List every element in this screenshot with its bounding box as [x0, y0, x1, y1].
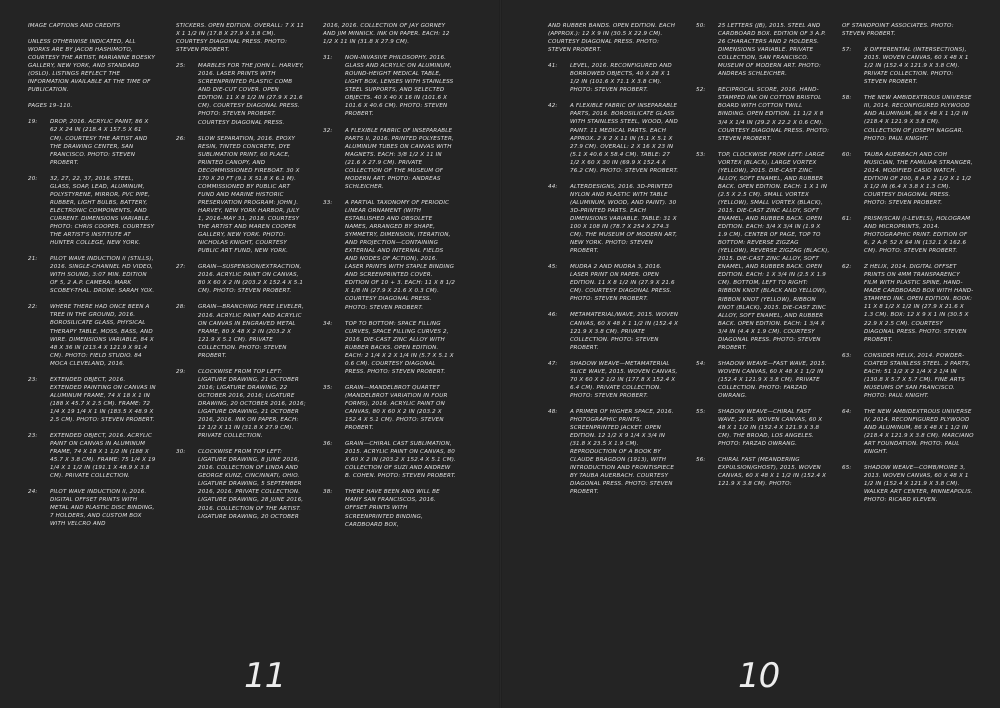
caption-text: PILOT WAVE INDUCTION II, 2016. DIGITAL OFFSET PRINTS WITH METAL AND PLASTIC DISC BINDING, 7 HOLDERS, AND CUSTOM BOX WITH VELCRO AND	[50, 489, 155, 528]
caption-column-3	[323, 22, 456, 537]
left-page-number: 11	[244, 656, 286, 696]
caption-page-ref: 46:	[548, 312, 558, 319]
caption-entry	[323, 384, 456, 432]
caption-text: SHADOW WEAVE—FAST WAVE, 2015. WOVEN CANVAS, 60 X 48 X 1 1/2 IN (152.4 X 121.9 X 3.8 CM). PRIVATE COLLECTION. PHOTO: FARZAD OWRANG.	[718, 360, 827, 400]
caption-text: 32, 27, 22, 37, 2016. STEEL, GLASS, SOAP, LEAD, ALUMINUM, POLYSTYRENE, MIRROR, PVC PIPE, RUBBER, LIGHT BULBS, BATTERY, ELECTRONIC COMPONENTS, AND CURRENT. DIMENSIONS VARIABLE. PHOTO: CHRIS COOPER. COURTESY THE ARTIST'S INSTITUTE AT HUNTER COLLEGE, NEW YORK.	[50, 175, 155, 247]
caption-entry	[696, 86, 830, 142]
caption-page-ref: 64:	[842, 408, 852, 415]
caption-text: CHIRAL FAST (MEANDERING EXPULSION/GHOST), 2015. WOVEN CANVAS, 60 X 48 X 1 1/2 IN (152.4 X 121.9 X 3.8 CM). PHOTO:	[718, 457, 827, 488]
caption-entry	[842, 408, 974, 456]
caption-page-ref: 58:	[842, 95, 852, 102]
caption-text: SLOW SEPARATION, 2016. EPOXY RESIN, TINTED CONCRETE, DYE SUBLIMATION PRINT, 60 PLACE, PRINTED CANOPY, AND DECOMMISSIONED FIREBOAT. 30 X 170 X 20 FT (9.1 X 51.8 X 6.1 M). COMMISSIONED BY PUBLIC ART FUND AND MARINE HISTORIC PRESERVATION PROGRAM: JOHN J. HARVEY, NEW YORK HARBOR, JULY 1, 2016–MAY 31, 2018. COURTESY THE ARTIST AND MAREN COOPER GALLERY, NEW YORK. PHOTO: NICHOLAS KNIGHT, COURTESY PUBLIC ART FUND, NEW YORK.	[198, 135, 300, 255]
caption-text: SHADOW WEAVE—METAMATERIAL SLICE WAVE, 2015. WOVEN CANVAS, 70 X 60 X 2 1/2 IN (177.8 X 152.4 X 6.4 CM). PRIVATE COLLECTION. PHOTO: STEVEN PROBERT.	[570, 360, 678, 399]
caption-entry	[28, 432, 156, 480]
caption-text: PRISM/SCAN (I-LEVELS), HOLOGRAM AND MICROPRINTS, 2014. PHOTOGRAPHIC PRINT. EDITION OF 6, 2 A.P. 52 X 64 IN (132.1 X 162.6 CM). PHOTO: STEVEN PROBERT.	[864, 215, 971, 255]
caption-page-ref: 48:	[548, 408, 558, 415]
caption-page-ref: 29:	[176, 368, 186, 375]
caption-text: THE NEW AMBIDEXTROUS UNIVERSE III, 2014. RECONFIGURED PLYWOOD AND ALUMINUM, 86 X 48 X 1 1/2 IN (218.4 X 121.9 X 3.8 CM). COLLECTION OF JOSEPH NAGGAR. PHOTO: PAUL KNIGHT.	[864, 95, 972, 142]
caption-page-ref: 26:	[176, 135, 186, 142]
caption-entry	[28, 175, 156, 247]
caption-entry	[176, 263, 306, 295]
caption-entry	[548, 263, 680, 303]
caption-page-ref: 23:	[28, 433, 38, 440]
caption-text: EXTENDED OBJECT, 2016. EXTENDED PAINTING ON CANVAS IN ALUMINUM FRAME, 74 X 18 X 1 IN (188 X 45.7 X 2.5 CM). FRAME: 72 1/4 X 19 1/4 X 1 IN (183.5 X 48.9 X 2.5 CM). PHOTO: STEVEN PROBERT.	[50, 376, 156, 423]
caption-text: WHERE THERE HAD ONCE BEEN A TREE IN THE GROUND, 2016. BOROSILICATE GLASS, PHYSICAL THERAPY TABLE, MOSS, BASS, AND WIRE. DIMENSIONS VARIABLE, 84 X 48 X 36 IN (213.4 X 121.9 X 91.4 CM). PHOTO: FIELD STUDIO. 84 MOCA CLEVELAND, 2016.	[50, 304, 154, 367]
caption-entry	[28, 38, 156, 94]
caption-entry	[842, 46, 974, 86]
caption-entry	[28, 376, 156, 424]
caption-entry	[28, 255, 156, 295]
caption-page-ref: 32:	[323, 127, 333, 134]
caption-text: NON-INVASIVE PHILOSOPHY, 2016. GLASS AND ACRYLIC ON ALUMINUM, ROUND-HEIGHT MEDICAL TABLE, LIGHT BOX, LENSES WITH STAINLESS STEEL SUPPORTS, AND SELECTED OBJECTS. 40 X 40 X 16 IN (101.6 X 101.6 X 40.6 CM). PHOTO: STEVEN PROBERT.	[345, 55, 454, 118]
caption-text: X DIFFERENTIAL (INTERSECTIONS), 2015. WOVEN CANVAS, 60 X 48 X 1 1/2 IN (152.4 X 121.9 X 3.8 CM). PRIVATE COLLECTION. PHOTO: STEVEN PROBERT.	[864, 47, 969, 86]
caption-page-ref: 41:	[548, 63, 558, 70]
caption-entry	[842, 22, 974, 38]
caption-text: CLOCKWISE FROM TOP LEFT: LIGATURE DRAWING, 21 OCTOBER 2016; LIGATURE DRAWING, 22 OCTOBER 2016, 2016; LIGATURE DRAWING, 20 OCTOBER 2016, 2016; LIGATURE DRAWING, 21 OCTOBER 2016, 2016. INK ON PAPER, EACH: 12 1/2 X 11 IN (31.8 X 27.9 CM). PRIVATE COLLECTION.	[198, 368, 306, 440]
caption-page-ref: 45:	[548, 264, 558, 271]
caption-page-ref: 53:	[696, 151, 706, 158]
caption-entry	[176, 135, 306, 256]
caption-entry	[28, 22, 156, 30]
caption-text: A FLEXIBLE FABRIC OF INSEPARABLE PARTS II, 2016. PRINTED POLYESTER, ALUMINUM TUBES ON CANVAS WITH MAGNETS. EACH: 3/8 1/2 X 11 IN (21.6 X 27.9 CM). PRIVATE COLLECTION OF THE MUSEUM OF MODERN ART. PHOTO: ANDREAS SCHLEICHER.	[345, 127, 454, 190]
caption-text: TAUBA AUERBACH AND COH MUSICIAN, THE FAMILIAR STRANGER, 2014. MODIFIED CASIO WATCH. EDITION OF 200, 8 A.P. 2 1/2 X 1 1/2 X 1/2 IN (6.4 X 3.8 X 1.3 CM). COURTESY DIAGONAL PRESS. PHOTO: STEVEN PROBERT.	[864, 151, 973, 206]
caption-entry	[323, 54, 456, 118]
caption-entry	[323, 199, 456, 312]
caption-text: 2016, 2016. COLLECTION OF JAY GORNEY AND JIM MINNICK. INK ON PAPER. EACH: 12 1/2 X 11 IN (31.8 X 27.9 CM).	[323, 23, 450, 46]
caption-entry	[548, 408, 680, 497]
caption-text: TOP TO BOTTOM: SPACE FILLING CURVES, SPACE FILLING CURVES 2, 2016. DIE-CAST ZINC ALLOY WITH RUBBER BACKS. OPEN EDITION. EACH: 2 1/4 X 2 X 1/4 IN (5.7 X 5.1 X 0.6 CM). COURTESY DIAGONAL PRESS. PHOTO: STEVEN PROBERT.	[345, 320, 454, 375]
caption-entry	[548, 62, 680, 94]
caption-page-ref: 60:	[842, 151, 852, 158]
right-page-number: 10	[738, 656, 780, 696]
caption-page-ref: 47:	[548, 360, 558, 367]
caption-text: A FLEXIBLE FABRIC OF INSEPARABLE PARTS, 2016. BOROSILICATE GLASS WITH STAINLESS STEEL, WOOD, AND PAINT. 11 MEDICAL PARTS. EACH APPROX. 2 X 2 X 11 IN (5.1 X 5.1 X 27.9 CM). OVERALL: 2 X 16 X 23 IN (5.1 X 40.6 X 58.4 CM). TABLE: 27 1/2 X 60 X 30 IN (69.9 X 152.4 X 76.2 CM). PHOTO: STEVEN PROBERT.	[570, 103, 679, 174]
caption-text: PAGES 19–110.	[28, 103, 73, 110]
caption-text: MARBLES FOR THE JOHN L. HARVEY, 2016. LASER PRINTS WITH SCREENPRINTED PLASTIC COMB AND DIE-CUT COVER. OPEN EDITION. 11 X 8 1/2 IN (27.9 X 21.6 CM). COURTESY DIAGONAL PRESS. PHOTO: STEVEN PROBERT. COURTESY DIAGONAL PRESS.	[198, 63, 304, 126]
caption-text: MUDRA 2 AND MUDRA 3, 2016. LASER PRINT ON PAPER. OPEN EDITION. 11 X 8 1/2 IN (27.9 X 21.6 CM). COURTESY DIAGONAL PRESS. PHOTO: STEVEN PROBERT.	[570, 264, 675, 303]
caption-text: GRAIN—SUSPENSION/EXTRACTION, 2016. ACRYLIC PAINT ON CANVAS, 80 X 60 X 2 IN (203.2 X 152.4 X 5.1 CM). PHOTO: STEVEN PROBERT.	[198, 264, 304, 295]
caption-entry	[323, 488, 456, 528]
caption-page-ref: 22:	[28, 304, 38, 311]
caption-entry	[842, 215, 974, 255]
caption-entry	[176, 448, 306, 520]
caption-entry	[323, 22, 456, 46]
caption-page-ref: 57:	[842, 47, 852, 54]
caption-text: UNLESS OTHERWISE INDICATED, ALL WORKS ARE BY JACOB HASHIMOTO, COURTESY THE ARTIST, MARIANNE BOESKY GALLERY, NEW YORK, AND STANDARD (OSLO). LISTINGS REFLECT THE INFORMATION AVAILABLE AT THE TIME OF PUBLICATION.	[28, 39, 156, 94]
caption-page-ref: 61:	[842, 215, 852, 222]
caption-column-5	[696, 22, 830, 496]
caption-text: STICKERS. OPEN EDITION. OVERALL: 7 X 11 X 1 1/2 IN (17.8 X 27.9 X 3.8 CM). COURTESY DIAGONAL PRESS. PHOTO: STEVEN PROBERT.	[176, 23, 304, 54]
caption-page-ref: 54:	[696, 360, 706, 367]
book-gutter	[499, 0, 502, 708]
caption-text: GRAIN—CHIRAL CAST SUBLIMATION, 2015. ACRYLIC PAINT ON CANVAS, 80 X 60 X 2 IN (203.2 X 152.4 X 5.1 CM). COLLECTION OF SUZI AND ANDREW B. COHEN. PHOTO: STEVEN PROBERT.	[345, 441, 456, 480]
caption-page-ref: 35:	[323, 384, 333, 391]
caption-column-2	[176, 22, 306, 529]
caption-page-ref: 31:	[323, 55, 333, 62]
caption-page-ref: 23:	[28, 376, 38, 383]
caption-entry	[696, 22, 830, 78]
caption-page-ref: 52:	[696, 87, 706, 94]
caption-text: ALTERDESIGNS, 2016. 3D-PRINTED NYLON AND PLASTIC WITH TABLE (ALUMINUM, WOOD, AND PAINT). 30 3D-PRINTED PARTS. EACH DIMENSIONS VARIABLE. TABLE: 31 X 100 X 108 IN (78.7 X 254 X 274.3 CM). THE MUSEUM OF MODERN ART, NEW YORK. PHOTO: STEVEN PROBERT.	[570, 183, 678, 255]
caption-page-ref: 50:	[696, 23, 706, 29]
caption-page-ref: 20:	[28, 175, 38, 182]
caption-entry	[28, 488, 156, 528]
caption-page-ref: 21:	[28, 256, 38, 263]
caption-entry	[696, 456, 830, 488]
caption-page-ref: 24:	[28, 489, 38, 496]
caption-text: A PRIMER OF HIGHER SPACE, 2016. PHOTOGRAPHIC PRINTS, SCREENPRINTED JACKET. OPEN EDITION. 12 1/2 X 9 1/4 X 3/4 IN (31.8 X 23.5 X 1.9 CM). REPRODUCTION OF A BOOK BY CLAUDE BRAGDON (1913), WITH INTRODUCTION AND FRONTISPIECE BY TAUBA AUERBACH. COURTESY DIAGONAL PRESS. PHOTO: STEVEN PROBERT.	[570, 408, 675, 496]
caption-column-1	[28, 22, 156, 537]
caption-entry	[323, 127, 456, 191]
caption-page-ref: 56:	[696, 457, 706, 464]
caption-entry	[176, 22, 306, 54]
caption-text: DROP, 2016. ACRYLIC PAINT, 86 X 62 X 24 IN (218.4 X 157.5 X 61 CM). COURTESY THE ARTIST AND THE DRAWING CENTER, SAN FRANCISCO. PHOTO: STEVEN PROBERT.	[50, 119, 149, 166]
caption-page-ref: 65:	[842, 465, 852, 472]
caption-text: AND RUBBER BANDS. OPEN EDITION. EACH (APPROX.): 12 X 9 IN (30.5 X 22.9 CM). COURTESY DIAGONAL PRESS. PHOTO: STEVEN PROBERT.	[548, 23, 676, 54]
caption-text: SHADOW WEAVE—COMB/MOIRE 3, 2013. WOVEN CANVAS, 60 X 48 X 1 1/2 IN (152.4 X 121.9 X 3.8 CM). WALKER ART CENTER, MINNEAPOLIS. PHOTO: RICARD KLEVEN.	[864, 465, 973, 504]
caption-entry	[548, 22, 680, 54]
caption-text: 25 LETTERS (JB), 2015. STEEL AND CARDBOARD BOX. EDITION OF 3 A.P. 26 CHARACTERS AND 2 HOLDERS. DIMENSIONS VARIABLE. PRIVATE COLLECTION, SAN FRANCISCO. MUSEUM OF MODERN ART. PHOTO: ANDREAS SCHLEICHER.	[718, 23, 826, 78]
caption-text: Z HELIX, 2014. DIGITAL OFFSET PRINTS ON 4MM TRANSPARENCY FILM WITH PLASTIC SPINE, HAND-MADE CARDBOARD BOX WITH HAND-STAMPED INK. OPEN EDITION. BOOK: 11 X 8 1/2 X 1/2 IN (27.9 X 21.6 X 1.3 CM). BOX: 12 X 9 X 1 IN (30.5 X 22.9 X 2.5 CM). COURTESY DIAGONAL PRESS. PHOTO: STEVEN PROBERT.	[864, 264, 974, 343]
caption-page-ref: 36:	[323, 441, 333, 448]
caption-column-4	[548, 22, 680, 504]
caption-text: THE NEW AMBIDEXTROUS UNIVERSE IV, 2014. RECONFIGURED PLYWOOD AND ALUMINUM, 86 X 48 X 1 1/2 IN (218.4 X 121.9 X 3.8 CM). MARCIANO ART FOUNDATION. PHOTO: PAUL KNIGHT.	[864, 408, 974, 456]
caption-entry	[176, 368, 306, 440]
caption-entry	[842, 263, 974, 343]
caption-text: IMAGE CAPTIONS AND CREDITS	[28, 23, 121, 29]
caption-entry	[323, 320, 456, 376]
caption-entry	[842, 464, 974, 504]
caption-entry	[548, 311, 680, 351]
caption-entry	[548, 183, 680, 255]
caption-text: RECIPROCAL SCORE, 2016. HAND-STAMPED INK ON COTTON BRISTOL BOARD WITH COTTON TWILL BINDING. OPEN EDITION. 11 1/2 X 8 3/4 X 1/4 IN (29.2 X 22.2 X 0.6 CM). COURTESY DIAGONAL PRESS. PHOTO: STEVEN PROBERT.	[718, 87, 830, 142]
caption-text: TOP, CLOCKWISE FROM LEFT: LARGE VORTEX (BLACK), LARGE VORTEX (YELLOW), 2015. DIE-CAST ZINC ALLOY, SOFT ENAMEL, AND RUBBER BACK. OPEN EDITION. EACH: 1 X 1 IN (2.5 X 2.5 CM). SMALL VORTEX (YELLOW), SMALL VORTEX (BLACK), 2015. DIE-CAST ZINC ALLOY, SOFT ENAMEL, AND RUBBER BACK. OPEN EDITION. EACH: 3/4 X 3/4 IN (1.9 X 1.9 CM). CENTER OF PAGE, TOP TO BOTTOM: REVERSE ZIGZAG (YELLOW), REVERSE ZIGZAG (BLACK), 2015. DIE-CAST ZINC ALLOY, SOFT ENAMEL, AND RUBBER BACK. OPEN EDITION. EACH: 1 X 3/4 IN (2.5 X 1.9 CM). BOTTOM, LEFT TO RIGHT: RIBBON KNOT (BLACK AND YELLOW), RIBBON KNOT (YELLOW), RIBBON KNOT (BLACK), 2015. DIE-CAST ZINC ALLOY, SOFT ENAMEL, AND RUBBER BACK. OPEN EDITION. EACH: 1 3/4 X 3/4 IN (4.4 X 1.9 CM). COURTESY DIAGONAL PRESS. PHOTO: STEVEN PROBERT.	[718, 151, 830, 351]
caption-text: A PARTIAL TAXONOMY OF PERIODIC LINEAR ORNAMENT (WITH ESTABLISHED AND OBSOLETE NAMES, ARRANGED BY SHAPE, SYMMETRY, DIMENSION, ITERATION, AND PROJECTION—CONTAINING EXTERNAL AND INTERNAL FIELDS AND NODES OF ACTION), 2016. LASER PRINTS WITH STAPLE BINDING AND SCREENPRINTED COVER. EDITION OF 10 + 3. EACH: 11 X 8 1/2 X 1/8 IN (27.9 X 21.6 X 0.3 CM). COURTESY DIAGONAL PRESS. PHOTO: STEVEN PROBERT.	[345, 199, 456, 311]
caption-entry	[696, 360, 830, 400]
caption-entry	[28, 303, 156, 367]
caption-entry	[28, 102, 156, 110]
caption-entry	[696, 151, 830, 352]
caption-entry	[842, 94, 974, 142]
caption-text: LEVEL, 2016. RECONFIGURED AND BORROWED OBJECTS, 40 X 28 X 1 1/2 IN (101.6 X 71.1 X 3.8 CM). PHOTO: STEVEN PROBERT.	[570, 63, 672, 94]
caption-page-ref: 28:	[176, 304, 186, 311]
caption-entry	[696, 408, 830, 448]
caption-text: SHADOW WEAVE—CHIRAL FAST WAVE, 2015. WOVEN CANVAS, 60 X 48 X 1 1/2 IN (152.4 X 121.9 X 3.8 CM). THE BROAD, LOS ANGELES. PHOTO: FARZAD OWRANG.	[718, 409, 823, 448]
caption-page-ref: 42:	[548, 103, 558, 110]
caption-text: METAMATERIAL/WAVE, 2015. WOVEN CANVAS, 60 X 48 X 1 1/2 IN (152.4 X 121.9 X 3.8 CM). PRIVATE COLLECTION. PHOTO: STEVEN PROBERT.	[570, 312, 679, 351]
caption-entry	[842, 151, 974, 207]
caption-entry	[323, 440, 456, 480]
caption-page-ref: 27:	[176, 264, 186, 271]
caption-page-ref: 55:	[696, 409, 706, 416]
caption-text: EXTENDED OBJECT, 2016. ACRYLIC PAINT ON CANVAS IN ALUMINUM FRAME, 74 X 18 X 1 1/2 IN (188 X 45.7 X 3.8 CM). FRAME: 75 1/4 X 19 1/4 X 1 1/2 IN (191.1 X 48.9 X 3.8 CM). PRIVATE COLLECTION.	[50, 433, 156, 480]
caption-page-ref: 33:	[323, 199, 333, 206]
caption-entry	[176, 303, 306, 359]
caption-page-ref: 34:	[323, 320, 333, 327]
caption-page-ref: 63:	[842, 352, 852, 359]
caption-entry	[548, 360, 680, 400]
caption-text: OF STANDPOINT ASSOCIATES. PHOTO: STEVEN PROBERT.	[842, 23, 954, 38]
caption-entry	[176, 62, 306, 126]
caption-text: PILOT WAVE INDUCTION II (STILLS), 2016. SINGLE-CHANNEL HD VIDEO, WITH SOUND, 3:07 MIN. EDITION OF 5, 2 A.P. CAMERA: MARK SCOBEY-THAL. DRONE: SARAH YOX.	[50, 256, 155, 295]
caption-entry	[548, 102, 680, 174]
caption-text: THERE HAVE BEEN AND WILL BE MANY SAN FRANCISCOS, 2016. OFFSET PRINTS WITH SCREENPRINTED BINDING, CARDBOARD BOX,	[345, 489, 440, 528]
caption-entry	[28, 118, 156, 166]
caption-page-ref: 25:	[176, 63, 186, 70]
caption-page-ref: 62:	[842, 264, 852, 271]
caption-text: GRAIN—BRANCHING FREE LEVELER, 2016. ACRYLIC PAINT AND ACRYLIC ON CANVAS IN ENGRAVED METAL FRAME, 80 X 48 X 2 IN (203.2 X 121.9 X 5.1 CM). PRIVATE COLLECTION. PHOTO: STEVEN PROBERT.	[198, 304, 304, 359]
caption-page-ref: 19:	[28, 119, 38, 126]
caption-column-6	[842, 22, 974, 512]
caption-text: GRAIN—MANDELBROT QUARTET (MANDELBROT VARIATION IN FOUR FORMS), 2016. ACRYLIC PAINT ON CANVAS, 80 X 60 X 2 IN (203.2 X 152.4 X 5.1 CM). PHOTO: STEVEN PROBERT.	[345, 384, 448, 432]
caption-text: CONSIDER HELIX, 2014. POWDER-COATED STAINLESS STEEL. 2 PARTS, EACH: 51 1/2 X 2 1/4 X 2 1/4 IN (130.8 X 5.7 X 5.7 CM). FINE ARTS MUSEUMS OF SAN FRANCISCO. PHOTO: PAUL KNIGHT.	[864, 352, 971, 399]
caption-entry	[842, 352, 974, 400]
caption-page-ref: 44:	[548, 183, 558, 190]
caption-page-ref: 38:	[323, 489, 333, 496]
caption-page-ref: 30:	[176, 449, 186, 456]
caption-text: CLOCKWISE FROM TOP LEFT: LIGATURE DRAWING, 8 JUNE 2016, 2016. COLLECTION OF LINDA AND GEORGE KUNZ, CINCINNATI, OHIO. LIGATURE DRAWING, 5 SEPTEMBER 2016, 2016. PRIVATE COLLECTION. LIGATURE DRAWING, 28 JUNE 2016, 2016. COLLECTION OF THE ARTIST. LIGATURE DRAWING, 20 OCTOBER	[198, 449, 304, 520]
